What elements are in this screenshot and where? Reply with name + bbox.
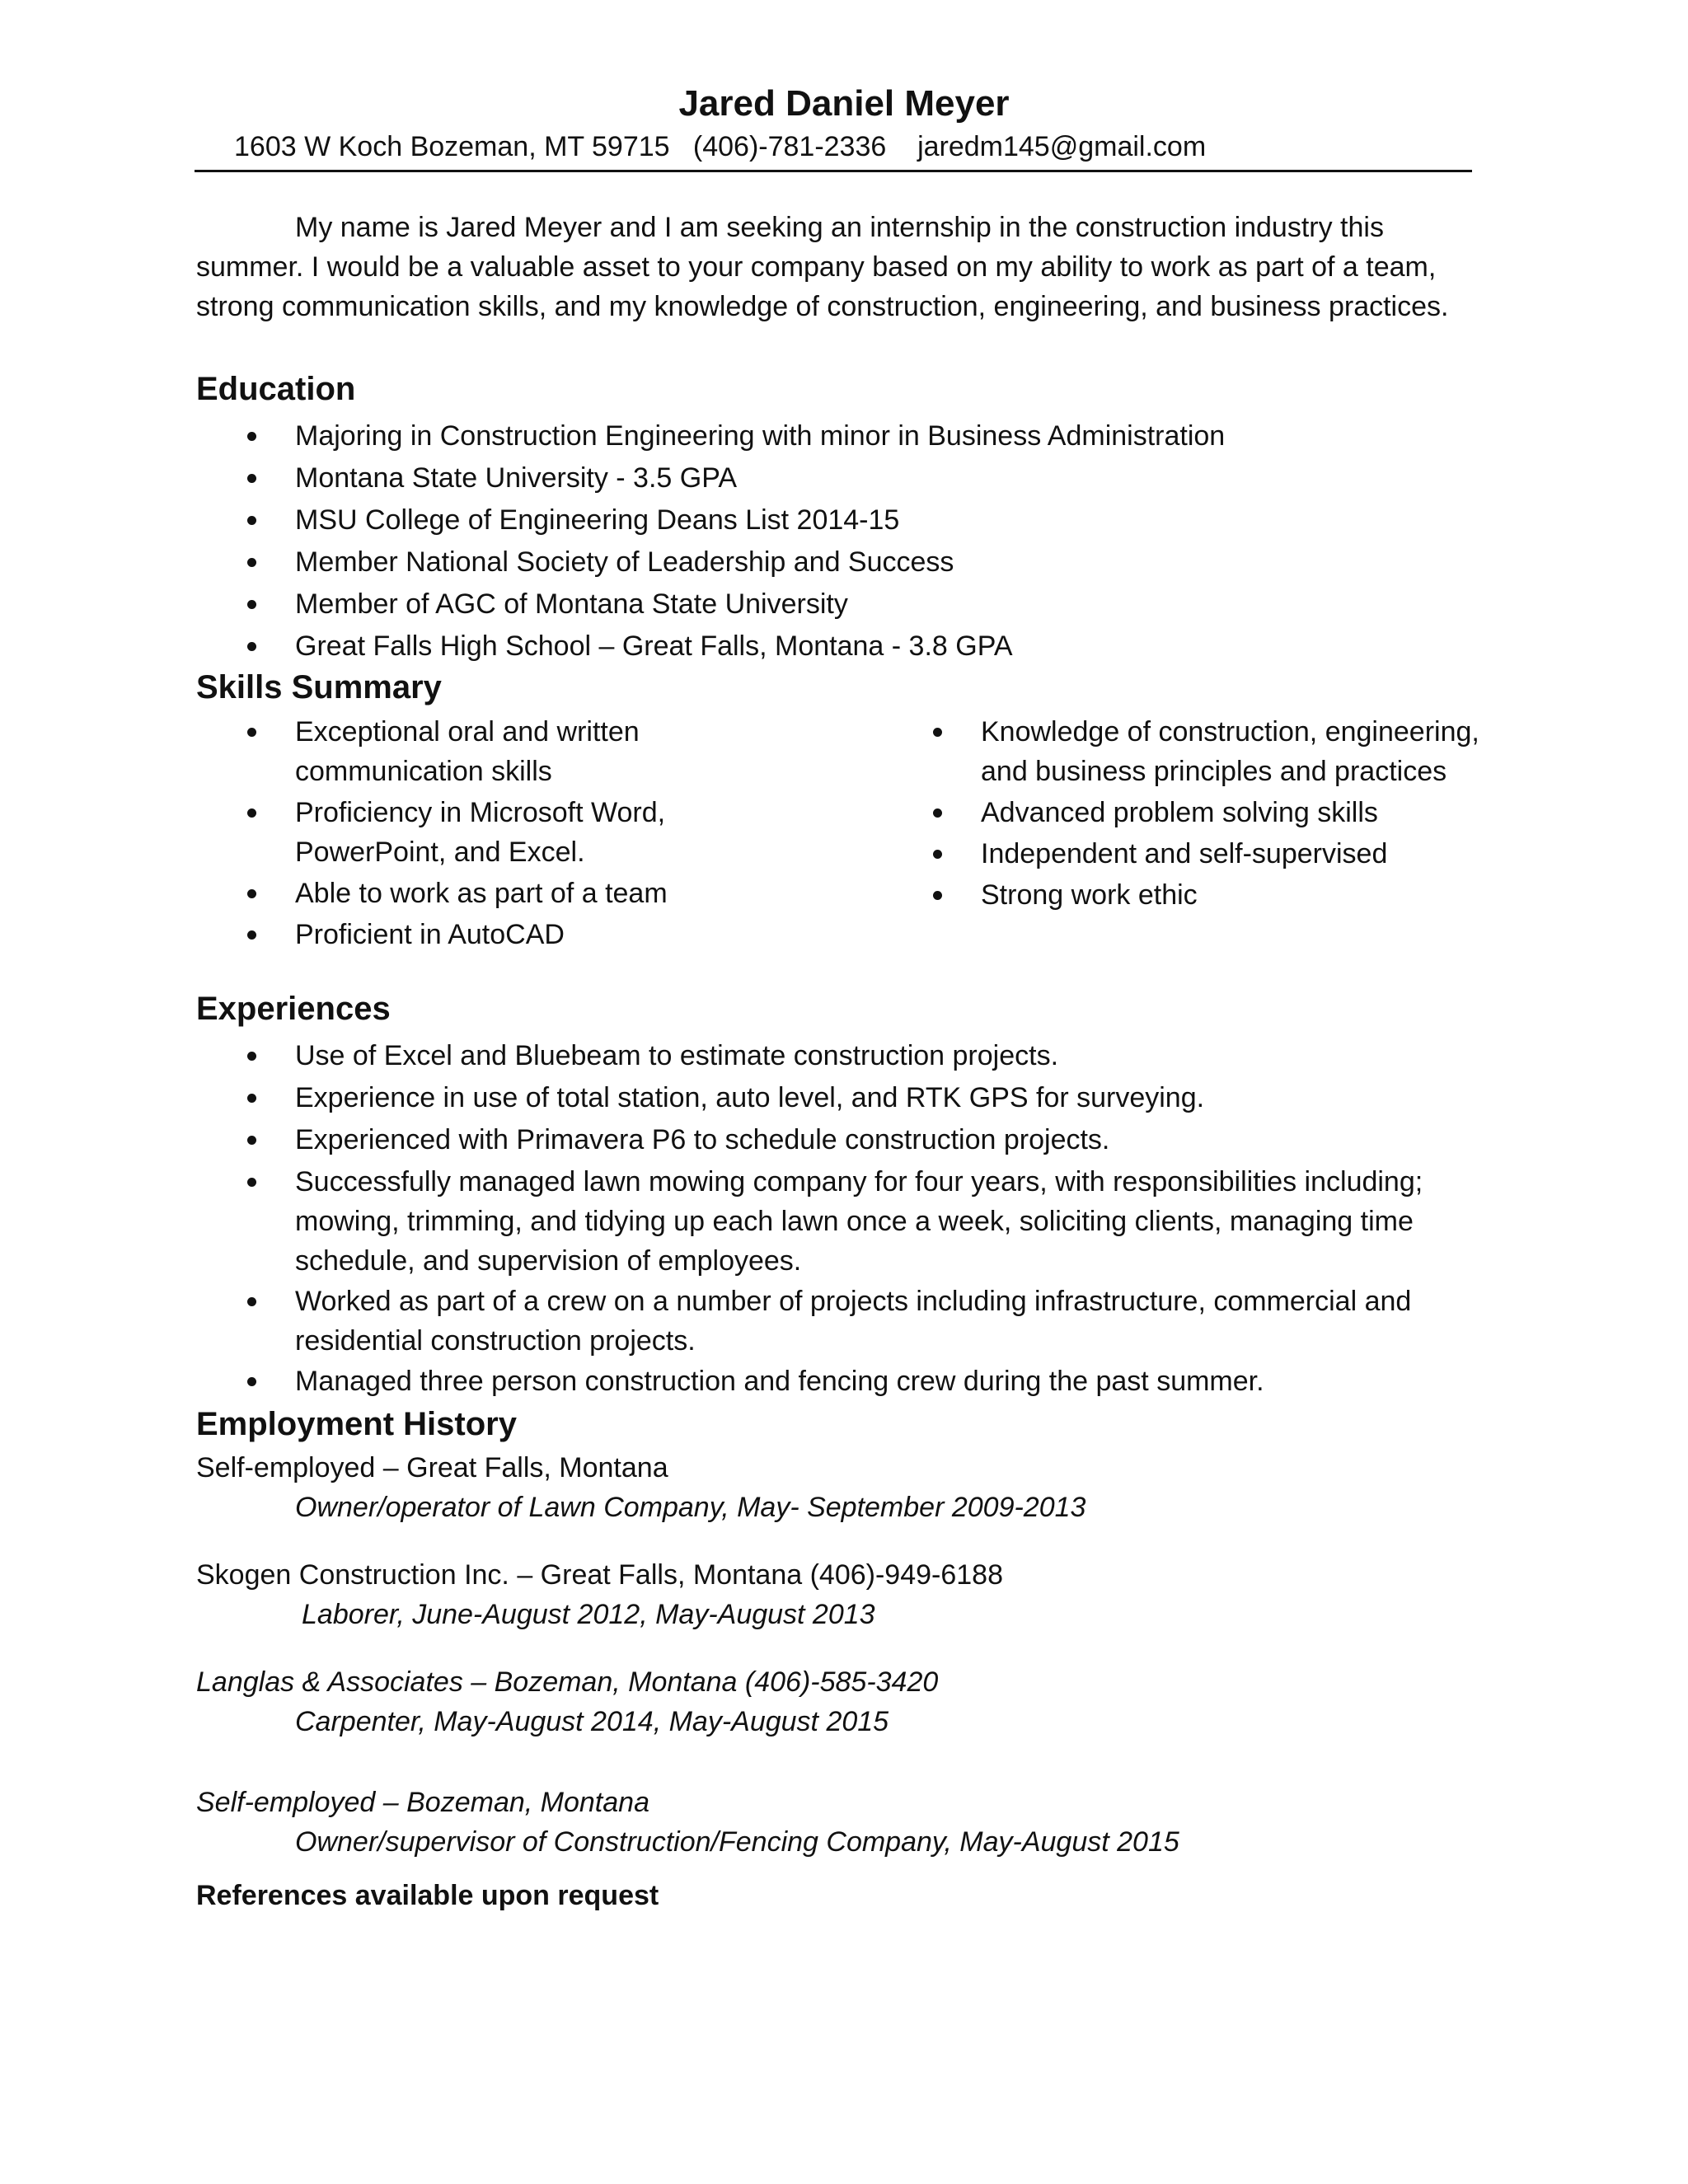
experience-item-text: Use of Excel and Bluebeam to estimate construction projects.: [295, 1040, 1059, 1071]
bullet-icon: [247, 1052, 256, 1061]
bullet-icon: [933, 808, 942, 818]
bullet-icon: [933, 728, 942, 737]
skill-item-text: Knowledge of construction, engineering, and business principles and practices: [981, 716, 1479, 787]
contact-line: 1603 W Koch Bozeman, MT 59715 (406)-781-2336 jaredm145@gmail.com: [234, 131, 1207, 162]
bullet-icon: [247, 516, 256, 525]
experience-item-text: Successfully managed lawn mowing company for four years, with responsibilities including; mowing, trimming, and tidying up each lawn once a week, soliciting clients, managing time schedule, and supervision of employees.: [295, 1166, 1423, 1277]
skills-list-right: [882, 712, 1484, 916]
bullet-icon: [247, 1297, 256, 1306]
bullet-icon: [247, 1178, 256, 1187]
skill-item-text: Proficiency in Microsoft Word, PowerPoint, and Excel.: [295, 797, 666, 868]
skill-item: [882, 834, 1484, 874]
job-role: Owner/supervisor of Construction/Fencing Company, May-August 2015: [295, 1826, 1179, 1858]
experiences-list: [196, 1036, 1482, 1404]
bullet-icon: [933, 891, 942, 900]
bullet-icon: [247, 808, 256, 818]
header-divider: [195, 170, 1472, 172]
skill-item: [882, 712, 1484, 791]
experience-item: [196, 1282, 1482, 1361]
experience-item: [196, 1361, 1482, 1403]
skill-item: [196, 712, 790, 791]
education-item-text: Montana State University - 3.5 GPA: [295, 462, 738, 494]
job-role: Carpenter, May-August 2014, May-August 2015: [295, 1706, 889, 1737]
skills-heading: Skills Summary: [196, 669, 442, 705]
experience-item: [196, 1162, 1482, 1281]
skill-item-text: Able to work as part of a team: [295, 878, 668, 909]
bullet-icon: [247, 1377, 256, 1386]
skill-item-text: Exceptional oral and written communication skills: [295, 716, 640, 787]
education-item: [196, 500, 1482, 541]
employer-line: Langlas & Associates – Bozeman, Montana (406)-585-3420: [196, 1666, 939, 1698]
employer-line: Self-employed – Bozeman, Montana: [196, 1787, 649, 1818]
references-note: References available upon request: [196, 1880, 659, 1911]
bullet-icon: [247, 642, 256, 651]
resume-name: Jared Daniel Meyer: [678, 83, 1010, 124]
bullet-icon: [247, 1094, 256, 1103]
education-item: [196, 626, 1482, 668]
experience-item: [196, 1120, 1482, 1161]
education-item: [196, 584, 1482, 626]
employment-heading: Employment History: [196, 1406, 517, 1442]
experience-item-text: Experience in use of total station, auto level, and RTK GPS for surveying.: [295, 1082, 1205, 1113]
experience-item-text: Experienced with Primavera P6 to schedule construction projects.: [295, 1124, 1110, 1155]
skills-list-left: [196, 712, 790, 956]
bullet-icon: [933, 850, 942, 859]
skill-item: [882, 875, 1484, 915]
skill-item-text: Independent and self-supervised: [981, 838, 1388, 869]
skill-item: [196, 915, 790, 954]
intro-paragraph: My name is Jared Meyer and I am seeking an internship in the construction industry this summer. I would be a valuable asset to your company based on my ability to work as part of a team, strong communication skills, and my knowledge of construction, engineering, and business practices.: [196, 212, 1449, 322]
education-item: [196, 458, 1482, 499]
skill-item-text: Proficient in AutoCAD: [295, 919, 565, 950]
job-role: Laborer, June-August 2012, May-August 2013: [302, 1599, 875, 1630]
experience-item: [196, 1078, 1482, 1119]
skill-item-text: Strong work ethic: [981, 879, 1198, 911]
bullet-icon: [247, 1136, 256, 1145]
experiences-heading: Experiences: [196, 991, 391, 1027]
employer-line: Self-employed – Great Falls, Montana: [196, 1452, 668, 1483]
employer-line: Skogen Construction Inc. – Great Falls, Montana (406)-949-6188: [196, 1559, 1003, 1591]
bullet-icon: [247, 432, 256, 441]
bullet-icon: [247, 889, 256, 898]
bullet-icon: [247, 558, 256, 567]
bullet-icon: [247, 728, 256, 737]
experience-item-text: Worked as part of a crew on a number of projects including infrastructure, commercial and residential construction projects.: [295, 1286, 1412, 1357]
experience-item-text: Managed three person construction and fencing crew during the past summer.: [295, 1366, 1264, 1397]
education-item-text: Member National Society of Leadership and Success: [295, 546, 954, 578]
education-list: [196, 416, 1482, 668]
education-item-text: Majoring in Construction Engineering with minor in Business Administration: [295, 420, 1226, 452]
skill-item-text: Advanced problem solving skills: [981, 797, 1378, 828]
skill-item: [196, 793, 790, 872]
skill-item: [196, 874, 790, 913]
skill-item: [882, 793, 1484, 832]
education-item-text: Great Falls High School – Great Falls, Montana - 3.8 GPA: [295, 630, 1013, 662]
education-heading: Education: [196, 371, 356, 407]
job-role: Owner/operator of Lawn Company, May- September 2009-2013: [295, 1492, 1086, 1523]
education-item: [196, 542, 1482, 583]
bullet-icon: [247, 930, 256, 940]
bullet-icon: [247, 474, 256, 483]
bullet-icon: [247, 600, 256, 609]
education-item-text: Member of AGC of Montana State University: [295, 588, 848, 620]
education-item: [196, 416, 1482, 457]
experience-item: [196, 1036, 1482, 1077]
education-item-text: MSU College of Engineering Deans List 2014-15: [295, 504, 900, 536]
